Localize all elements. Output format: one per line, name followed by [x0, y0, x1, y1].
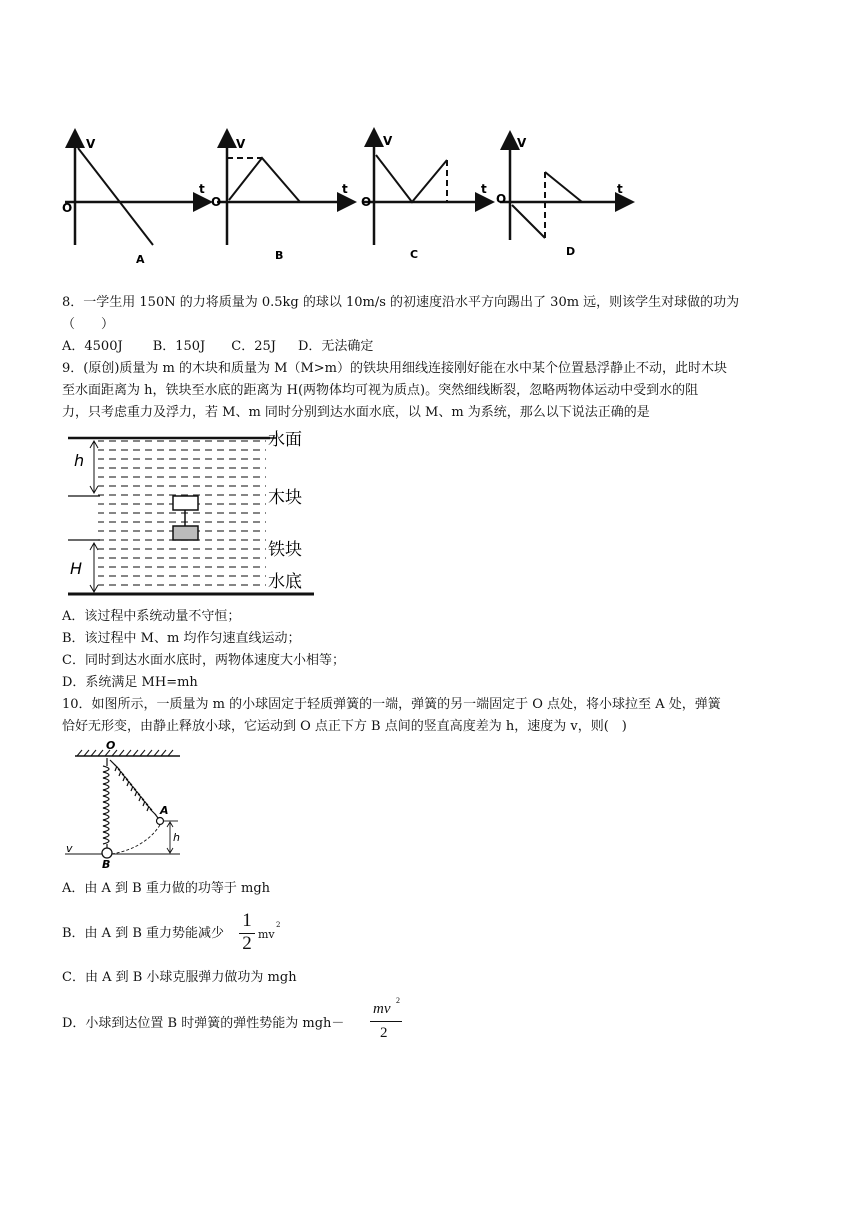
q8-option-a: A．4500J: [62, 339, 123, 354]
question-8: [62, 292, 802, 358]
svg-text:C: C: [410, 248, 419, 261]
q10-option-c: C．由 A 到 B 小球克服弹力做功为 mgh: [62, 970, 297, 985]
q10-option-b: B．由 A 到 B 重力势能减少 1 2 mv 2: [62, 910, 281, 954]
q9-stem-line-2: 至水面距离为 h，铁块至水底的距离为 H(两物体均可视为质点)。突然细线断裂，忽略两物体运动中受到水的阻: [62, 383, 699, 398]
svg-text:木块: 木块: [268, 488, 302, 508]
q9-stem-line-3: 力，只考虑重力及浮力，若 M、m 同时分别到达水面水底，以 M、m 为系统，那么以下说法正确的是: [62, 405, 650, 420]
svg-text:A: A: [136, 253, 145, 266]
svg-text:水底: 水底: [268, 572, 302, 592]
vt-line-d2: [545, 172, 582, 202]
svg-text:V: V: [517, 136, 527, 150]
q8-option-b: B．150J: [152, 339, 206, 354]
q8-bracket: （ ）: [62, 317, 115, 332]
svg-text:V: V: [236, 137, 246, 151]
vertical-spring: [103, 758, 109, 848]
q9-option-c: C．同时到达水面水底时，两物体速度大小相等；: [62, 653, 345, 668]
q9-water-figure: [60, 428, 330, 604]
vt-graph-c: [361, 132, 490, 261]
svg-text:O: O: [211, 195, 222, 209]
question-10: [62, 694, 802, 738]
q8-options: [62, 336, 802, 358]
svg-text:t: t: [481, 182, 487, 196]
svg-text:水面: 水面: [268, 430, 302, 450]
vt-graphs-figure: [0, 0, 860, 280]
svg-text:V: V: [86, 137, 96, 151]
q8-option-c: C．25J: [231, 339, 276, 354]
vt-line-d1: [512, 205, 545, 238]
q9-option-b: B．该过程中 M、m 均作匀速直线运动；: [62, 631, 301, 646]
svg-text:O: O: [361, 195, 372, 209]
svg-text:O: O: [496, 192, 507, 206]
iron-block: [173, 526, 198, 540]
svg-text:O: O: [106, 739, 116, 752]
svg-text:B: B: [275, 249, 284, 262]
svg-text:t: t: [342, 182, 348, 196]
svg-text:O: O: [62, 201, 73, 215]
slanted-spring: [110, 760, 158, 818]
svg-text:h: h: [74, 451, 85, 470]
svg-text:铁块: 铁块: [268, 540, 302, 560]
svg-text:V: V: [383, 134, 393, 148]
ball-a: [157, 818, 164, 825]
svg-text:H: H: [70, 559, 83, 578]
svg-text:B: B: [102, 858, 111, 868]
q8-stem: 8．一学生用 150N 的力将质量为 0.5kg 的球以 10m/s 的初速度沿水平方向踢出了 30m 远，则该学生对球做的功为: [62, 295, 740, 310]
svg-text:t: t: [199, 182, 205, 196]
vt-graph-d: [496, 135, 630, 258]
q9-options: [62, 606, 802, 694]
svg-text:h: h: [173, 831, 180, 844]
q10-option-d: D．小球到达位置 B 时弹簧的弹性势能为 mgh－ mv 2 2: [62, 996, 400, 1041]
vt-graph-a: [62, 133, 208, 266]
vt-line-c: [376, 155, 447, 202]
vt-line-b: [229, 158, 300, 202]
q9-option-d: D．系统满足 MH=mh: [62, 675, 198, 690]
vt-graph-b: [211, 133, 352, 262]
ball-b: [102, 848, 112, 858]
q10-stem-line-2: 恰好无形变，由静止释放小球，它运动到 O 点正下方 B 点间的竖直高度差为 h，速度为 v，则( ): [62, 719, 627, 734]
vt-line-a: [78, 148, 153, 245]
wood-block: [173, 496, 198, 510]
q10-option-a: A．由 A 到 B 重力做的功等于 mgh: [62, 881, 271, 896]
svg-text:t: t: [617, 182, 623, 196]
svg-text:A: A: [160, 804, 169, 817]
q10-d-fraction-bar: [370, 1021, 402, 1022]
q10-stem-line-1: 10．如图所示，一质量为 m 的小球固定于轻质弹簧的一端，弹簧的另一端固定于 O 点处，将小球拉至 A 处，弹簧: [62, 697, 721, 712]
q9-option-a: A．该过程中系统动量不守恒；: [62, 609, 241, 624]
q10-spring-figure: [60, 738, 190, 868]
q8-option-d: D．无法确定: [297, 339, 374, 354]
question-9: [62, 358, 802, 424]
q9-stem-line-1: 9．(原创)质量为 m 的木块和质量为 M（M>m）的铁块用细线连接刚好能在水中某个位置悬浮静止不动，此时木块: [62, 361, 727, 376]
svg-text:D: D: [566, 245, 576, 258]
svg-text:v: v: [66, 842, 73, 855]
